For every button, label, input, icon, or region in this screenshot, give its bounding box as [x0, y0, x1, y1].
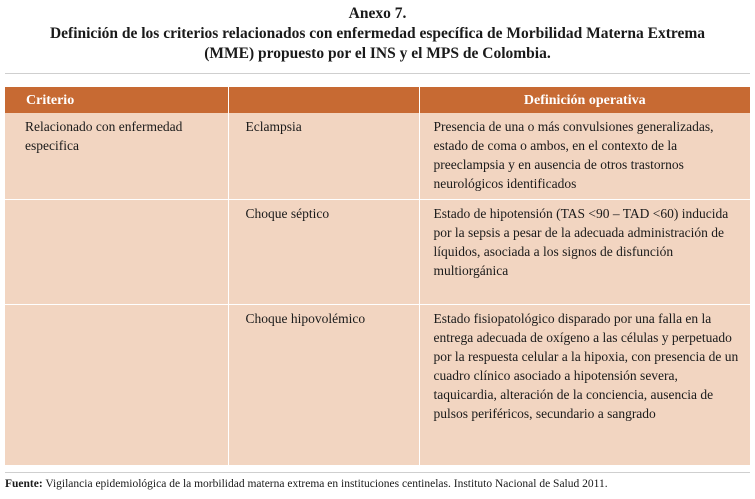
criterion-cell — [5, 200, 228, 305]
condition-cell: Choque hipovolémico — [228, 305, 419, 466]
source-text: Vigilancia epidemiológica de la morbilidad materna extrema en instituciones centinelas. Instituto Nacional de Salud 2011. — [45, 478, 608, 490]
criteria-table — [5, 87, 750, 466]
definition-cell: Presencia de una o más convulsiones generalizadas, estado de coma o ambos, en el contexto de la preeclampsia y en ausencia de otros trastornos neurológicos identificados — [419, 113, 750, 200]
header-condition — [228, 87, 419, 113]
annex-label: Anexo 7. — [348, 5, 407, 22]
top-divider — [5, 73, 750, 74]
condition-cell: Eclampsia — [228, 113, 419, 200]
header-criterio: Criterio — [5, 87, 228, 113]
table-row — [5, 305, 750, 466]
definition-cell: Estado de hipotensión (TAS <90 – TAD <60) inducida por la sepsis a pesar de la adecuada administración de líquidos, asociada a los signos de disfunción multiorgánica — [419, 200, 750, 305]
criterion-cell: Relacionado con enfermedad especifica — [5, 113, 228, 200]
table-header-row — [5, 87, 750, 113]
document-heading — [0, 4, 755, 64]
header-definicion: Definición operativa — [419, 87, 750, 113]
title-line-2: (MME) propuesto por el INS y el MPS de Colombia. — [204, 45, 551, 62]
source-note — [5, 477, 750, 492]
criterion-cell — [5, 305, 228, 466]
definition-cell: Estado fisiopatológico disparado por una falla en la entrega adecuada de oxígeno a las células y perpetuado por la respuesta celular a la hipoxia, con presencia de un cuadro clínico asociado a hipotensión severa, taquicardia, alteración de la conciencia, ausencia de pulsos periféricos, secundario a sangrado — [419, 305, 750, 466]
condition-cell: Choque séptico — [228, 200, 419, 305]
table-row — [5, 200, 750, 305]
bottom-divider — [5, 472, 750, 473]
source-label: Fuente: — [5, 478, 43, 490]
table-row — [5, 113, 750, 200]
title-line-1: Definición de los criterios relacionados con enfermedad específica de Morbilidad Materna Extrema — [49, 25, 706, 42]
